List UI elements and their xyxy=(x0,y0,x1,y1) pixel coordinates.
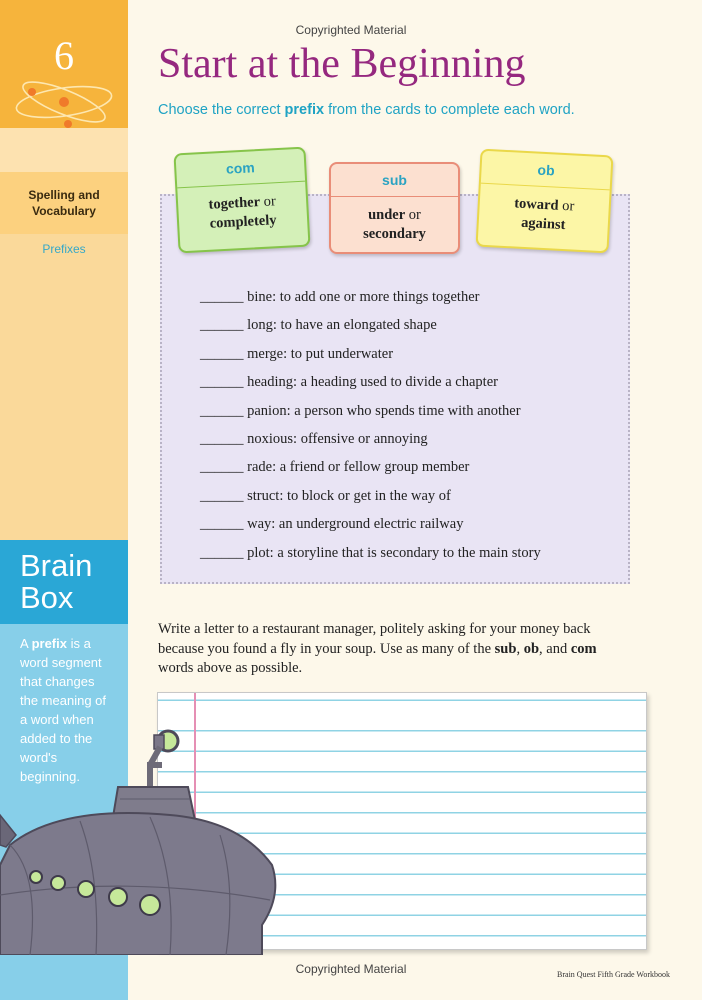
copyright-bottom: Copyrighted Material xyxy=(295,962,407,976)
exercise-item[interactable]: ______ heading: a heading used to divide a chapter xyxy=(200,374,498,391)
prefix-card-sub xyxy=(329,162,460,254)
exercise-item[interactable]: ______ merge: to put underwater xyxy=(200,345,394,362)
footer-book-title: Brain Quest Fifth Grade Workbook xyxy=(557,970,670,979)
brain-box-keyword: prefix xyxy=(31,636,67,651)
chapter-box xyxy=(0,0,128,128)
exercise-item[interactable]: ______ struct: to block or get in the way of xyxy=(200,487,451,504)
instruction: Choose the correct prefix from the cards to complete each word. xyxy=(158,102,575,118)
chapter-number: 6 xyxy=(54,33,74,78)
exercise-item[interactable]: ______ way: an underground electric railway xyxy=(200,516,464,533)
exercise-item[interactable]: ______ panion: a person who spends time with another xyxy=(200,402,521,419)
subject-box xyxy=(0,172,128,234)
subject-label: Spelling and Vocabulary xyxy=(28,188,100,218)
brain-box-text: A prefix is a word segment that changes the meaning of a word when added to the word's beginning. xyxy=(20,636,107,784)
card-meaning: under or secondary xyxy=(363,207,426,242)
exercise-item[interactable]: ______ plot: a storyline that is secondary to the main story xyxy=(200,544,541,561)
instruction-keyword: prefix xyxy=(284,102,325,118)
prefix-card-ob xyxy=(476,149,614,254)
card-prefix: sub xyxy=(331,164,458,197)
prefix-card-com xyxy=(173,147,310,254)
page-title: Start at the Beginning xyxy=(158,41,526,87)
copyright-top: Copyrighted Material xyxy=(295,23,407,37)
card-prefix: ob xyxy=(481,151,612,191)
sidebar-band xyxy=(0,128,128,172)
card-meaning: together or completely xyxy=(208,193,277,232)
brain-box-header xyxy=(0,540,128,624)
exercise-item[interactable]: ______ noxious: offensive or annoying xyxy=(200,430,428,447)
card-prefix: com xyxy=(176,149,306,189)
card-meaning: toward or against xyxy=(513,195,575,234)
brain-box-title: Brain Box xyxy=(20,548,93,615)
exercise-list xyxy=(200,283,620,567)
exercise-item[interactable]: ______ long: to have an elongated shape xyxy=(200,317,437,334)
submarine-illustration xyxy=(0,725,282,955)
topic-label: Prefixes xyxy=(42,242,86,256)
writing-prompt: Write a letter to a restaurant manager, politely asking for your money back because you found a fly in your soup. Use as many of the sub, ob, and com words above as possible. xyxy=(158,621,597,676)
exercise-item[interactable]: ______ rade: a friend or fellow group member xyxy=(200,459,470,476)
exercise-item[interactable]: ______ bine: to add one or more things together xyxy=(200,289,480,305)
atom-icon xyxy=(8,72,120,128)
